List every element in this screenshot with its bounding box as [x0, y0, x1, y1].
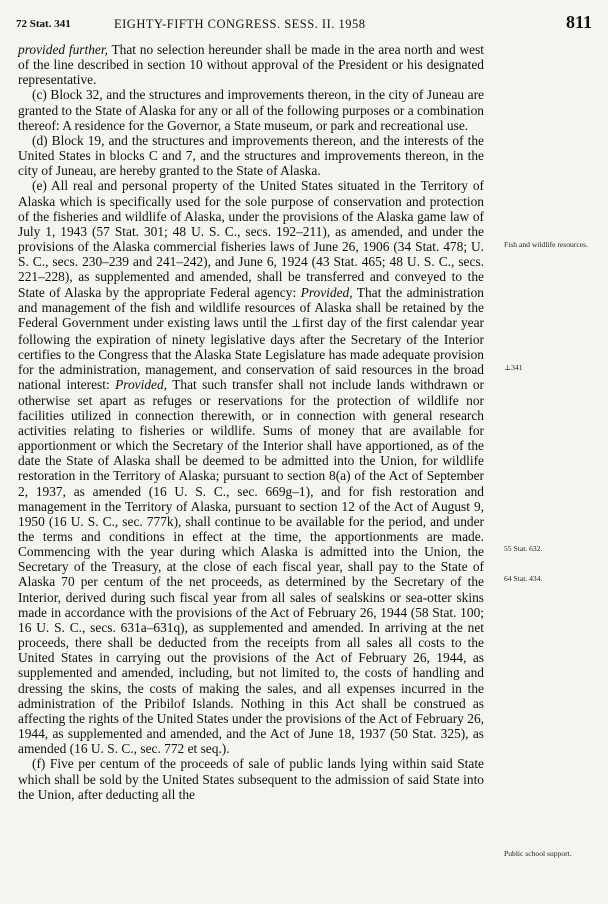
margin-note-stat-mark: ⊥341: [504, 363, 523, 372]
margin-note-55-stat: 55 Stat. 632.: [504, 544, 543, 553]
paragraph-e-part-4: That such transfer shall not include lands withdrawn or otherwise set apart as refuges or reservations for the protection of wildlife nor facilities utilized in connection therewith, or in connection with general research activities relating to fisheries or wildlife. Sums of money that are available for apportionment or which the Secretary of the Interior shall have apportioned, as of the date the State of Alaska shall be deemed to be admitted into the Union, for wildlife restoration in the Territory of Alaska; pursuant to section 8(a) of the Act of September 2, 1937, as amended (16 U. S. C., sec. 669g–1), and for fish restoration and management in the Territory of Alaska, pursuant to section 12 of the Act of August 9, 1950 (16 U. S. C., sec. 777k), shall continue to be available for the period, and under the terms and conditions in effect at the time, the apportionments are made. Commencing with the year during which Alaska is admitted into the Union, the Secretary of the Treasury, at the close of each fiscal year, shall pay to the State of Alaska 70 per centum of the net proceeds, as determined by the Secretary of the Interior, derived during such fiscal year from all sales of sealskins or sea-otter skins made in accordance with the provisions of the Act of February 26, 1944 (58 Stat. 100; 16 U. S. C., secs. 631a–631q), as supplemented and amended. In arriving at the net proceeds, there shall be deducted from the receipts from all sales all costs to the United States in carrying out the provisions of the Act of February 26, 1944, as supplemented and amended, including, but not limited to, the costs of handling and dressing the skins, the costs of making the sales, and all expenses incurred in the administration of the Pribilof Islands. Nothing in this Act shall be construed as affecting the rights of the United States under the provisions of the Act of February 26, 1944, as supplemented and amended, and the Act of June 18, 1937 (50 Stat. 325), as amended (16 U. S. C., sec. 772 et seq.).: [18, 377, 484, 757]
paragraph-d: (d) Block 19, and the structures and improvements thereon, and the interests of the United States in blocks C and 7, and the structures and improvements thereon, in the city of Juneau, are hereby granted to the State of Alaska.: [18, 132, 484, 179]
provided-italic-1: Provided,: [300, 284, 353, 300]
volume-reference: 72 Stat. 341: [16, 18, 71, 30]
margin-note-public-school: Public school support.: [504, 849, 572, 858]
margin-note-fish-wildlife: Fish and wildlife resources.: [504, 240, 588, 249]
provided-italic-2: Provided,: [115, 377, 168, 393]
page-break-mark: ⊥: [291, 317, 302, 330]
page-header: [16, 12, 596, 34]
page-number: 811: [565, 12, 592, 32]
running-title: EIGHTY-FIFTH CONGRESS. SESS. II. 1958: [114, 17, 366, 31]
paragraph-e-part-1: (e) All real and personal property of the United States situated in the Territory of Alaska which is specifically used for the sole purpose of conservation and protection of the fisheries and wildlife of Alaska, under the provisions of the Alaska game law of July 1, 1943 (57 Stat. 301; 48 U. S. C., secs. 192–211), as amended, and under the provisions of the Alaska commercial fisheries laws of June 26, 1906 (34 Stat. 478; U. S. C., secs. 230–239 and 241–242), and June 6, 1924 (43 Stat. 465; 48 U. S. C., secs. 221–228), as supplemented and amended, shall be transferred and conveyed to the State of Alaska by the appropriate Federal agency:: [18, 178, 484, 300]
margin-note-64-stat: 64 Stat. 434.: [504, 574, 543, 583]
paragraph-proviso: [18, 42, 484, 87]
proviso-italic: provided further,: [18, 42, 108, 57]
paragraph-c: (c) Block 32, and the structures and improvements thereon, in the city of Juneau are granted to the State of Alaska for any or all of the following purposes or a combination thereof: A residence for the Governor, a State museum, or park and recreational use.: [18, 87, 484, 133]
paragraph-e: [18, 178, 484, 756]
body-text: [18, 42, 484, 802]
paragraph-e-part-3: first day of the first calendar year following the expiration of ninety legislative days after the Secretary of the Interior certifies to the Congress that the Alaska State Legislature has made adequate provision for the administration, management, and conservation of said resources in the broad national interest:: [18, 314, 484, 393]
proviso-text: That no selection hereunder shall be made in the area north and west of the line described in section 10 without approval of the President or his designated representative.: [18, 42, 485, 88]
paragraph-f: (f) Five per centum of the proceeds of sale of public lands lying within said State which shall be sold by the United States subsequent to the admission of said State into the Union, after deducting all the: [18, 756, 484, 802]
paragraph-e-part-2: That the administration and management of the fish and wildlife resources of Alaska shall be retained by the Federal Government under existing laws until the: [18, 284, 484, 330]
